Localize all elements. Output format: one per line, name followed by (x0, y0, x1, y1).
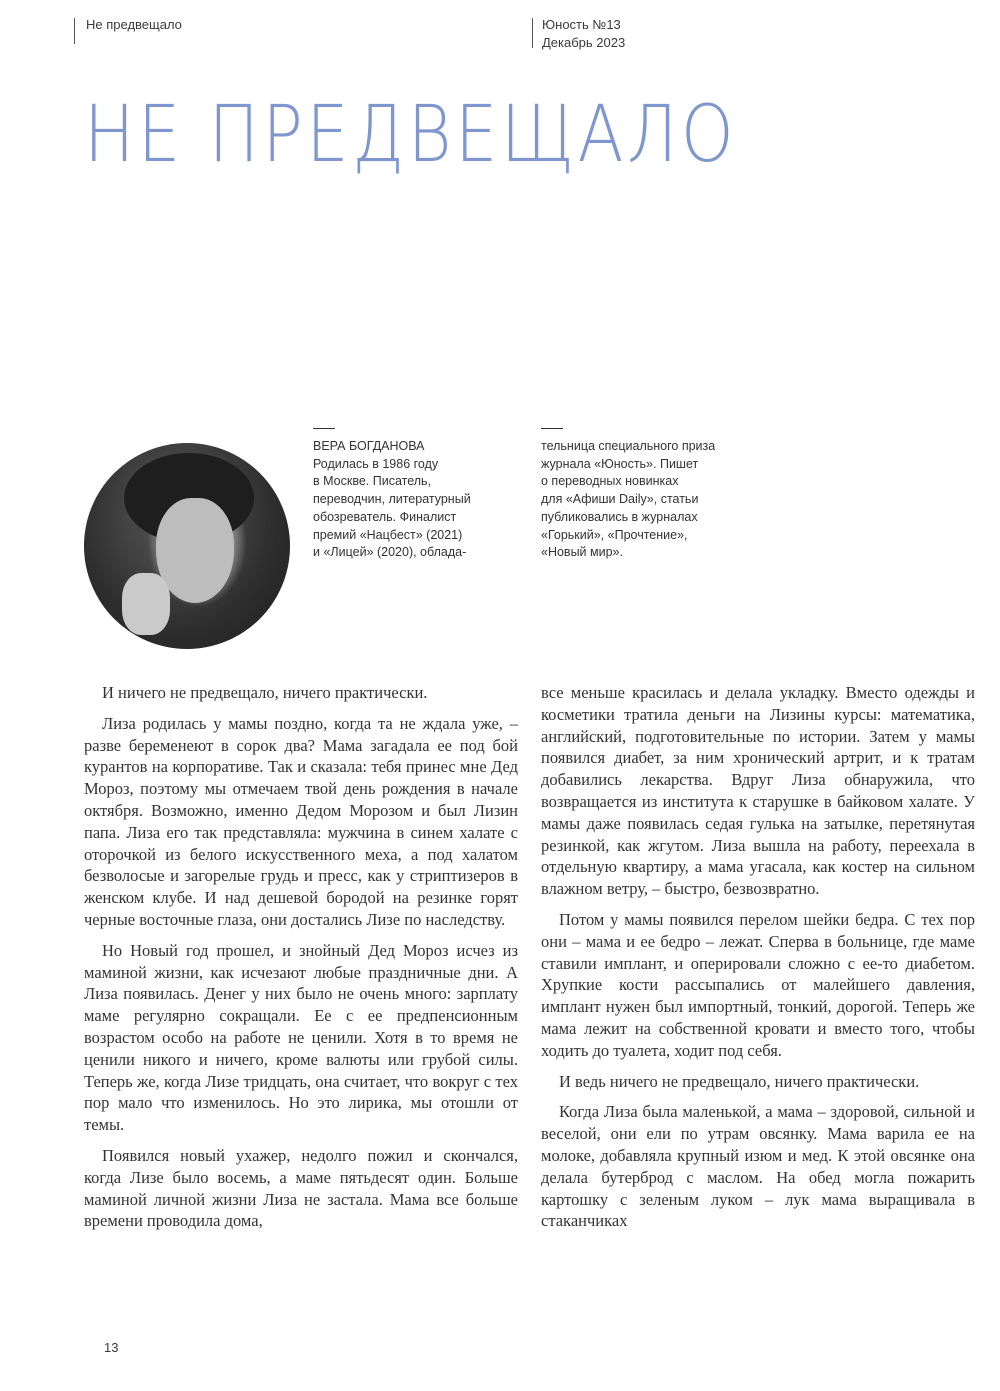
body-paragraph: И ведь ничего не предвещало, ничего практически. (559, 1071, 920, 1091)
bio-line: премий «Нацбест» (2021) (313, 527, 463, 542)
bio-line: «Новый мир». (541, 545, 623, 560)
body-column-left (84, 682, 518, 1241)
issue-date: Декабрь 2023 (542, 35, 626, 50)
page-number: 13 (104, 1340, 119, 1355)
author-photo (84, 443, 290, 649)
body-paragraph: И ничего не предвещало, ничего практически. (102, 683, 428, 702)
bio-line: для «Афиши Daily», статьи (541, 492, 699, 507)
author-name: ВЕРА БОГДАНОВА (313, 439, 425, 453)
running-header-left: Не предвещало (86, 17, 182, 32)
bio-line: Родилась в 1986 году (313, 456, 439, 471)
author-bio-left (313, 438, 533, 562)
body-column-right (541, 682, 975, 1241)
bio-line: и «Лицей» (2020), облада- (313, 545, 467, 560)
bio-left-dash (313, 428, 335, 429)
bio-line: в Москве. Писатель, (313, 474, 432, 489)
bio-right-dash (541, 428, 563, 429)
bio-line: о переводных новинках (541, 474, 679, 489)
body-paragraph: Лиза родилась у мамы поздно, когда та не ждала уже, – разве беременеют в сорок два? Мама загадала ее под бой курантов на корпоративе. Так и сказала: тебя принес мне Дед Мороз, поэтому мы отмечаем твой день рождения в начале октября. Возможно, именно Дедом Морозом и был Лизин папа. Лиза его так представляла: мужчина в синем халате с оторочкой из белого искусственного меха, а под халатом безволосые и загорелые грудь и пресс, как у стриптизеров в женском клубе. И над дешевой бородой на резинке горят черные восточные глаза, они достались Лизе по наследству. (84, 713, 518, 929)
body-paragraph: Но Новый год прошел, и знойный Дед Мороз исчез из маминой жизни, как исчезают любые праздничные дни. А Лиза появилась. Денег у них было не очень много: зарплату маме регулярно сокращали. Ее с ее предпенсионным возрастом особо на работе не ценили. Хотя в то время не ценили никого и ничего, кроме валюты или грубой силы. Теперь же, когда Лизе тридцать, она считает, что вокруг с тех пор мало что изменилось. Но это лирика, мы отошли от темы. (84, 940, 518, 1135)
bio-line: публиковались в журналах (541, 509, 698, 524)
header-right-rule (532, 18, 533, 48)
bio-line: обозреватель. Финалист (313, 509, 457, 524)
bio-line: «Горький», «Прочтение», (541, 527, 688, 542)
article-title: НЕ ПРЕДВЕЩАЛО (84, 90, 738, 180)
issue-number: Юность №13 (542, 17, 621, 32)
header-left-rule (74, 18, 75, 44)
running-header-right (542, 16, 625, 52)
bio-line: тельница специального приза (541, 439, 716, 453)
body-paragraph: все меньше красилась и делала укладку. Вместо одежды и косметики тратила деньги на Лизины курсы: математика, английский, подготовительные по истории. Затем у мамы появился диабет, за ним хронический артрит, и к тратам добавились лекарства. Вдруг Лиза обнаружила, что возвращается из института к старушке в байковом халате. У мамы даже появилась седая гулька на затылке, перетянутая резинкой, как жгутом. Лиза вышла на работу, переехала в отдельную квартиру, а мама угасала, как костер на сильном влажном ветру, – быстро, безвозвратно. (541, 683, 975, 899)
author-bio-right (541, 438, 761, 562)
body-paragraph: Когда Лиза была маленькой, а мама – здоровой, сильной и веселой, они ели по утрам овсянку. Мама варила ее на молоке, добавляла крупный изюм и мед. К этой овсянке она делала бутерброд с маслом. На обед могла пожарить картошку с зеленым луком – лук мама выращивала в стаканчиках (541, 1102, 975, 1231)
bio-line: журнала «Юность». Пишет (541, 456, 699, 471)
body-paragraph: Потом у мамы появился перелом шейки бедра. С тех пор они – мама и ее бедро – лежат. Сперва в больнице, где маме ставили имплант, и оперировали сложно с ее-то диабетом. Хрупкие кости рассыпались от малейшего давления, имплант нужен был импортный, тонкий, дорогой. Теперь же мама лежит на собственной кровати и вместо того, чтобы ходить до туалета, ходит под себя. (541, 909, 975, 1060)
bio-line: переводчин, литературный (313, 492, 471, 507)
body-paragraph: Появился новый ухажер, недолго пожил и скончался, когда Лизе было восемь, а маме пятьдесят один. Больше маминой личной жизни Лиза не застала. Мама все больше времени проводила дома, (84, 1145, 518, 1231)
